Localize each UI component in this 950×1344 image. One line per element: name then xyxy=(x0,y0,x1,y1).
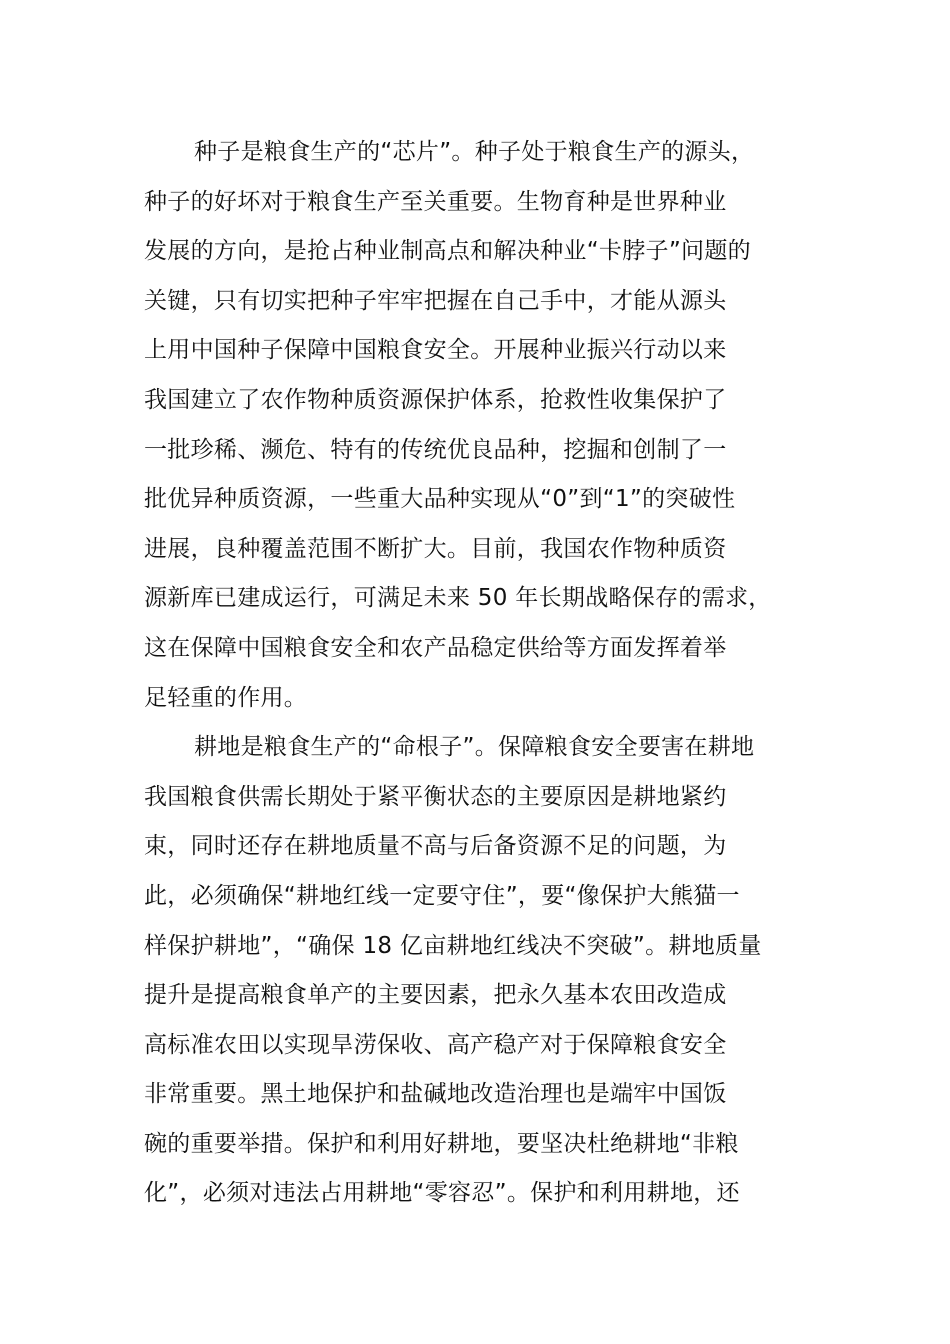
text-line: 发展的方向，是抢占种业制高点和解决种业“卡脖子”问题的 xyxy=(144,238,751,265)
text-line: 束，同时还存在耕地质量不高与后备资源不足的问题，为 xyxy=(144,833,727,860)
text-line: 一批珍稀、濒危、特有的传统优良品种，挖掘和创制了一 xyxy=(144,436,727,463)
text-line: 种子的好坏对于粮食生产至关重要。生物育种是世界种业 xyxy=(144,188,727,215)
text-line: 样保护耕地”，“确保 18 亿亩耕地红线决不突破”。耕地质量 xyxy=(144,932,762,959)
text-line: 化”，必须对违法占用耕地“零容忍”。保护和利用耕地，还 xyxy=(144,1180,740,1207)
text-line: 碗的重要举措。保护和利用好耕地，要坚决杜绝耕地“非粮 xyxy=(144,1130,739,1157)
text-line: 足轻重的作用。 xyxy=(144,684,308,711)
text-line: 种子是粮食生产的“芯片”。种子处于粮食生产的源头， xyxy=(194,139,755,165)
text-line: 这在保障中国粮食安全和农产品稳定供给等方面发挥着举 xyxy=(144,634,727,661)
text-line: 我国建立了农作物种质资源保护体系，抢救性收集保护了 xyxy=(144,386,727,413)
text-line: 关键，只有切实把种子牢牢把握在自己手中，才能从源头 xyxy=(144,287,727,314)
text-line: 非常重要。黑土地保护和盐碱地改造治理也是端牢中国饭 xyxy=(144,1081,727,1108)
paragraph-farmland xyxy=(144,723,810,1219)
text-line: 此，必须确保“耕地红线一定要守住”，要“像保护大熊猫一 xyxy=(144,882,740,909)
text-line: 提升是提高粮食单产的主要因素，把永久基本农田改造成 xyxy=(144,982,727,1009)
text-line: 高标准农田以实现旱涝保收、高产稳产对于保障粮食安全 xyxy=(144,1031,727,1058)
document-body xyxy=(144,128,810,1219)
text-line: 我国粮食供需长期处于紧平衡状态的主要原因是耕地紧约 xyxy=(144,783,727,810)
text-line: 源新库已建成运行，可满足未来 50 年长期战略保存的需求， xyxy=(144,585,772,612)
text-line: 进展，良种覆盖范围不断扩大。目前，我国农作物种质资 xyxy=(144,535,727,562)
text-line: 耕地是粮食生产的“命根子”。保障粮食安全要害在耕地 xyxy=(194,734,755,761)
text-line: 上用中国种子保障中国粮食安全。开展种业振兴行动以来 xyxy=(144,337,727,364)
paragraph-seeds xyxy=(144,128,810,723)
text-line: 批优异种质资源，一些重大品种实现从“0”到“1”的突破性 xyxy=(144,486,736,513)
